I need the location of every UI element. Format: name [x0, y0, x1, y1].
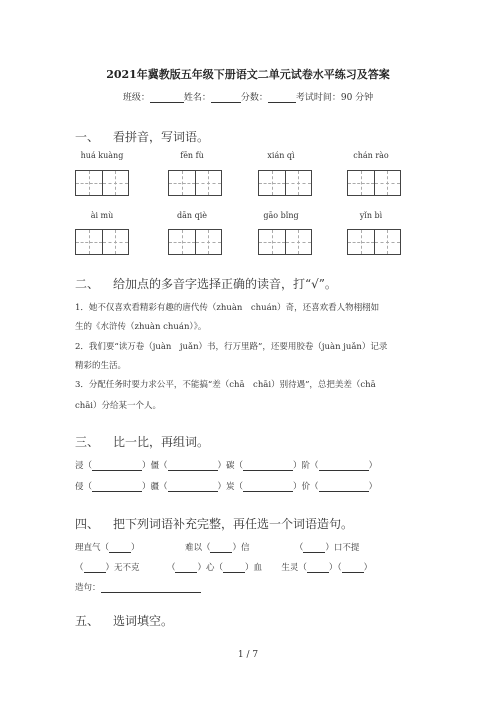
sentence-label: 造句： — [75, 583, 101, 593]
score-label: 分数： — [240, 93, 268, 103]
section-5-number: 五、 — [75, 614, 100, 628]
answer-blank[interactable] — [243, 491, 293, 492]
answer-blank[interactable] — [84, 572, 106, 573]
writing-grid[interactable] — [168, 170, 222, 196]
question-line: 2．我们要“读万卷（juàn juǎn）书，行万里路”，还要用胶卷（juàn juǎn）记录 — [75, 342, 388, 352]
idiom-row: （ ）无不克 （ ）心（ ）血 生灵（ ）（ ） — [75, 563, 373, 573]
pinyin-label: chán rào — [353, 151, 389, 160]
pinyin-label: gāo bǐng — [263, 211, 299, 220]
section-5-title: 选词填空。 — [113, 614, 174, 628]
question-line: 生的《水浒传（zhuàn chuán）》。 — [75, 322, 207, 332]
section-4-title: 把下列词语补充完整，再任选一个词语造句。 — [113, 517, 354, 531]
section-4-number: 四、 — [75, 517, 100, 531]
answer-blank[interactable] — [168, 470, 218, 471]
answer-blank[interactable] — [175, 572, 197, 573]
answer-blank[interactable] — [243, 470, 293, 471]
pinyin-label: xián qì — [267, 151, 295, 160]
writing-grid[interactable] — [75, 170, 129, 196]
section-1-number: 一、 — [75, 130, 100, 144]
answer-blank[interactable] — [109, 552, 131, 553]
pinyin-label: huá kuàng — [80, 151, 124, 160]
writing-grid[interactable] — [258, 229, 312, 255]
answer-blank[interactable] — [342, 572, 364, 573]
writing-grid[interactable] — [258, 170, 312, 196]
answer-blank[interactable] — [168, 491, 218, 492]
writing-grid[interactable] — [347, 229, 401, 255]
pinyin-label: yǐn bì — [359, 211, 383, 220]
idiom-row: 理直气（ ） 难以（ ）信 （ ）口不提 — [75, 543, 360, 553]
answer-blank[interactable] — [92, 491, 142, 492]
class-blank[interactable] — [150, 102, 184, 103]
question-line: chāi）分给某一个人。 — [75, 401, 162, 411]
page-number: 1 / 7 — [237, 650, 259, 660]
writing-grid[interactable] — [347, 170, 401, 196]
section-1-title: 看拼音，写词语。 — [113, 130, 210, 144]
section-2-number: 二、 — [75, 277, 100, 291]
section-1-heading — [75, 128, 209, 145]
question-line: 3．分配任务时要力求公平，不能搞“差（chā chāi）别待遇”，总把美差（chā — [75, 380, 376, 390]
section-2-title: 给加点的多音字选择正确的读音，打“√”。 — [113, 277, 337, 291]
answer-blank[interactable] — [223, 572, 245, 573]
section-3-heading — [75, 433, 209, 450]
word-group-row: 浸（ ）僵（ ）碳（ ）阶（ ） — [75, 461, 378, 471]
time-label: 考试时间：90 分钟 — [295, 93, 374, 103]
word-group-row: 侵（ ）疆（ ）炭（ ）价（ ） — [75, 482, 378, 492]
pinyin-label: fēn fù — [180, 151, 204, 160]
answer-blank[interactable] — [319, 470, 369, 471]
question-line: 精彩的生活。 — [75, 361, 127, 371]
class-label: 班级： — [122, 93, 150, 103]
answer-blank[interactable] — [303, 552, 325, 553]
pinyin-label: dān qiè — [177, 211, 207, 220]
answer-blank[interactable] — [319, 491, 369, 492]
sentence-row — [75, 581, 201, 593]
sentence-blank[interactable] — [101, 592, 201, 593]
answer-blank[interactable] — [307, 572, 329, 573]
answer-blank[interactable] — [92, 470, 142, 471]
student-info-line — [0, 90, 496, 103]
document-title: 2021年冀教版五年级下册语文二单元试卷水平练习及答案 — [106, 68, 390, 81]
name-blank[interactable] — [211, 102, 241, 103]
pinyin-label: ài mù — [90, 211, 114, 220]
section-3-number: 三、 — [75, 435, 100, 449]
writing-grid[interactable] — [75, 229, 129, 255]
question-line: 1．她不仅喜欢看精彩有趣的唐代传（zhuàn chuán）奇，还喜欢看人物栩栩如 — [75, 303, 380, 313]
section-2-heading — [75, 275, 337, 292]
score-blank[interactable] — [268, 102, 296, 103]
section-3-title: 比一比，再组词。 — [113, 435, 210, 449]
name-label: 姓名： — [183, 93, 211, 103]
section-4-heading — [75, 515, 353, 532]
writing-grid[interactable] — [168, 229, 222, 255]
section-5-heading — [75, 612, 173, 629]
answer-blank[interactable] — [210, 552, 232, 553]
